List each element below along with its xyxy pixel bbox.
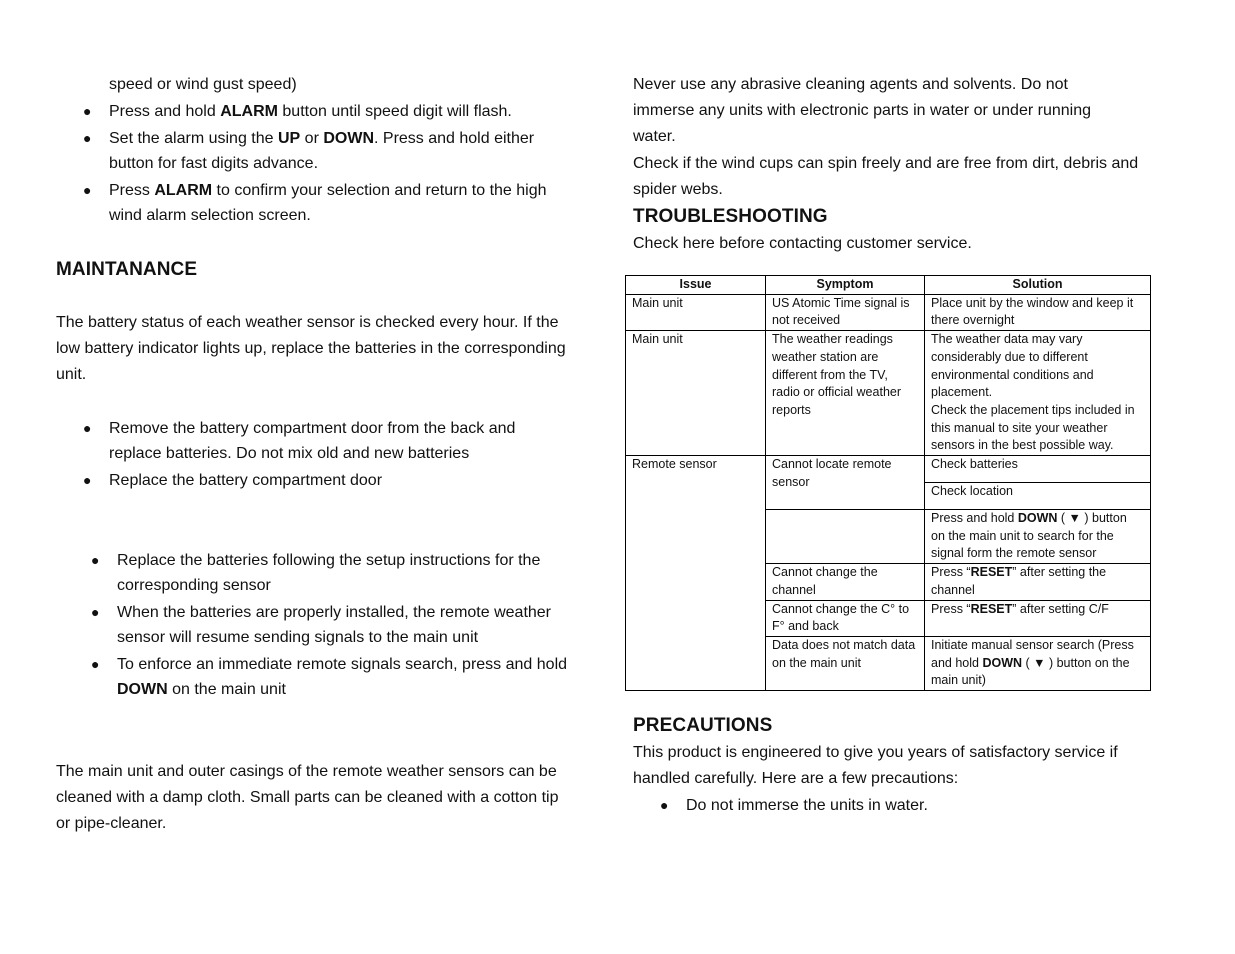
solution-cell: The weather data may vary considerably due to different environmental conditions and placement. Check the placement tips included in this manual to site your weather sensors in the best possible way. <box>925 331 1151 456</box>
precautions-heading: PRECAUTIONS <box>633 715 773 736</box>
bullet-icon: ● <box>83 130 92 146</box>
battery-paragraph: The battery status of each weather sensor is checked every hour. If the low battery indicator lights up, replace the batteries in the corresponding unit. <box>56 314 566 383</box>
list-item: ● Replace the battery compartment door <box>109 468 569 493</box>
symptom-cell: The weather readings weather station are different from the TV, radio or official weather reports <box>766 331 925 456</box>
precautions-list <box>660 793 1126 818</box>
troubleshooting-heading: TROUBLESHOOTING <box>633 206 828 227</box>
column-header-solution: Solution <box>925 276 1151 295</box>
bullet-icon: ● <box>83 472 92 488</box>
symptom-cell: Data does not match data on the main unit <box>766 636 925 690</box>
issue-cell: Main unit <box>626 331 766 456</box>
solution-cell: Initiate manual sensor search (Press and hold DOWN ( ▼ ) button on the main unit) <box>925 636 1151 690</box>
sensor-steps-list <box>91 548 569 702</box>
issue-cell: Main unit <box>626 294 766 330</box>
table-row <box>626 331 1151 456</box>
solution-cell: Place unit by the window and keep it there overnight <box>925 294 1151 330</box>
solution-cell: Press “RESET” after setting C/F <box>925 600 1151 636</box>
bullet-icon: ● <box>83 420 92 436</box>
symptom-cell: Cannot locate remote sensor <box>766 456 925 510</box>
symptom-cell <box>766 510 925 564</box>
list-item: ● Set the alarm using the UP or DOWN. Press and hold either button for fast digits advance. <box>109 126 569 176</box>
troubleshooting-intro: Check here before contacting customer service. <box>633 235 972 252</box>
symptom-cell: Cannot change the channel <box>766 564 925 600</box>
bullet-icon: ● <box>91 552 100 568</box>
symptom-cell: Cannot change the C° to F° and back <box>766 600 925 636</box>
solution-cell: Check batteries <box>925 456 1151 483</box>
solution-cell: Check location <box>925 483 1151 510</box>
troubleshooting-table <box>625 275 1151 691</box>
table-header-row <box>626 276 1151 295</box>
precautions-paragraph: This product is engineered to give you years of satisfactory service if handled carefully. Here are a few precautions: <box>633 744 1118 787</box>
list-item: ● When the batteries are properly installed, the remote weather sensor will resume sending signals to the main unit <box>117 600 569 650</box>
bullet-icon: ● <box>660 797 669 813</box>
list-item: ● Press ALARM to confirm your selection and return to the high wind alarm selection screen. <box>109 178 569 228</box>
alarm-steps-list <box>83 99 569 228</box>
list-item: ● Remove the battery compartment door from the back and replace batteries. Do not mix old and new batteries <box>109 416 569 466</box>
bullet-icon: ● <box>91 656 100 672</box>
list-item: ● Do not immerse the units in water. <box>686 793 1126 818</box>
issue-cell: Remote sensor <box>626 456 766 691</box>
table-row <box>626 294 1151 330</box>
list-item: ● Replace the batteries following the setup instructions for the corresponding sensor <box>117 548 569 598</box>
wind-cups-paragraph: Check if the wind cups can spin freely and are free from dirt, debris and spider webs. <box>633 155 1139 198</box>
symptom-cell: US Atomic Time signal is not received <box>766 294 925 330</box>
column-header-symptom: Symptom <box>766 276 925 295</box>
solution-cell: Press “RESET” after setting the channel <box>925 564 1151 600</box>
column-header-issue: Issue <box>626 276 766 295</box>
list-item: ● To enforce an immediate remote signals search, press and hold DOWN on the main unit <box>117 652 569 702</box>
cleaning-paragraph: The main unit and outer casings of the remote weather sensors can be cleaned with a damp cloth. Small parts can be cleaned with a cotton tip or pipe-cleaner. <box>56 763 559 832</box>
table-row <box>626 456 1151 483</box>
solution-cell: Press and hold DOWN ( ▼ ) button on the main unit to search for the signal form the remote sensor <box>925 510 1151 564</box>
bullet-icon: ● <box>83 182 92 198</box>
bullet-icon: ● <box>91 604 100 620</box>
maintenance-heading: MAINTANANCE <box>56 259 198 280</box>
continued-text: speed or wind gust speed) <box>109 76 297 93</box>
list-item: ● Press and hold ALARM button until speed digit will flash. <box>109 99 569 124</box>
bullet-icon: ● <box>83 103 92 119</box>
main-unit-steps-list <box>83 416 569 493</box>
abrasive-paragraph: Never use any abrasive cleaning agents and solvents. Do not immerse any units with electronic parts in water or under running water. <box>633 76 1091 145</box>
